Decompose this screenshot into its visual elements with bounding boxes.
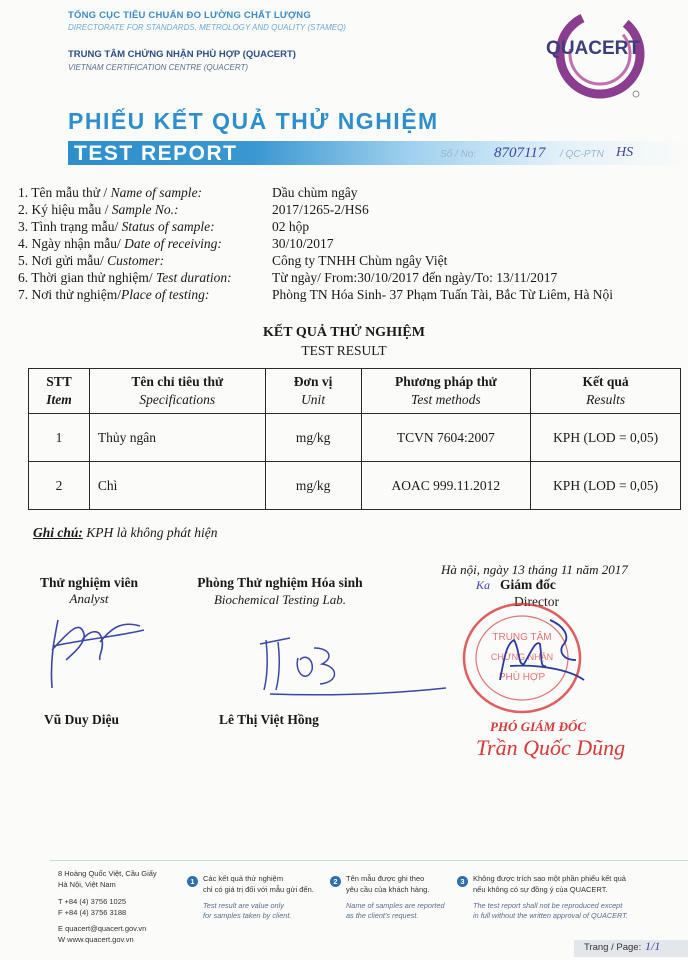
info-value: 30/10/2017 <box>272 236 334 251</box>
cell-method: AOAC 999.11.2012 <box>361 462 531 510</box>
info-value: 02 hộp <box>272 219 310 234</box>
email: E quacert@quacert.gov.vn <box>58 924 147 933</box>
lab-title: Phòng Thử nghiệm Hóa sinh <box>197 575 363 590</box>
report-number-value: 8707117 <box>494 145 546 161</box>
director-title: Giám đốc <box>500 577 556 592</box>
info-value: Công ty TNHH Chùm ngây Việt <box>272 253 448 268</box>
quacert-logo-text: QUACERT <box>546 38 640 59</box>
info-value: Từ ngày/ From:30/10/2017 đến ngày/To: 13/11/2017 <box>272 270 558 285</box>
footer-note: Tên mẫu được ghi theo yêu cầu của khách hàng. Name of samples are reported as the client's request. <box>346 874 445 920</box>
note-label: Ghi chú: <box>33 525 83 540</box>
info-label: 1. Tên mẫu thử / Name of sample: <box>18 185 203 200</box>
analyst-signature <box>40 600 150 695</box>
header-stt: STT Item <box>29 369 90 414</box>
analyst-subtitle: Analyst <box>69 591 109 606</box>
header-results: Kết quả Results <box>531 369 681 414</box>
info-label: 5. Nơi gửi mẫu/ Customer: <box>18 253 165 268</box>
footer-divider <box>50 860 688 861</box>
header-unit: Đơn vị Unit <box>265 369 361 414</box>
deputy-director-title: PHÓ GIÁM ĐỐC <box>490 719 587 734</box>
footer-note: Không được trích sao một phần phiếu kết quả nếu không có sự đồng ý của QUACERT. The test report shall not be reproduced except in full without the written approval of QUACERT. <box>473 874 628 920</box>
svg-text:TRUNG TÂM: TRUNG TÂM <box>492 632 552 643</box>
analyst-name: Vũ Duy Diệu <box>44 712 120 727</box>
svg-text:CHỨNG NHẬN: CHỨNG NHẬN <box>490 652 554 662</box>
report-title-vn: PHIẾU KẾT QUẢ THỬ NGHIỆM <box>68 108 439 134</box>
cell-stt: 2 <box>29 462 90 510</box>
info-value: Dầu chùm ngây <box>272 185 358 200</box>
centre-name-vn: TRUNG TÂM CHỨNG NHẬN PHÙ HỢP (QUACERT) <box>68 49 296 60</box>
deputy-director-name: Trần Quốc Dũng <box>476 735 626 760</box>
report-number-initials: HS <box>616 145 634 160</box>
note-text: KPH là không phát hiện <box>82 525 218 540</box>
report-number-label: Số / No: <box>440 149 477 160</box>
info-label: 3. Tình trạng mẫu/ Status of sample: <box>18 219 215 234</box>
centre-name-en: VIETNAM CERTIFICATION CENTRE (QUACERT) <box>68 63 249 72</box>
table-header-row <box>29 369 681 414</box>
cell-unit: mg/kg <box>265 414 361 462</box>
cell-result: KPH (LOD = 0,05) <box>531 414 681 462</box>
address-line: 8 Hoàng Quốc Việt, Cầu Giấy <box>58 869 157 878</box>
signing-date: Hà nội, ngày 13 tháng 11 năm 2017 <box>441 562 628 577</box>
cell-unit: mg/kg <box>265 462 361 510</box>
info-value: 2017/1265-2/HS6 <box>272 202 369 217</box>
footer-contact <box>58 868 157 945</box>
directorate-name-en: DIRECTORATE FOR STANDARDS, METROLOGY AND QUALITY (STAMEQ) <box>68 23 346 32</box>
directorate-name-vn: TỔNG CỤC TIÊU CHUẨN ĐO LƯỜNG CHẤT LƯỢNG <box>68 10 311 21</box>
header-specifications: Tên chỉ tiêu thử Specifications <box>89 369 265 414</box>
footer-note-number: 2 <box>330 876 341 887</box>
cell-spec: Thủy ngân <box>89 414 265 462</box>
info-label: 2. Ký hiệu mẫu / Sample No.: <box>18 202 179 217</box>
info-label: 7. Nơi thử nghiệm/Place of testing: <box>18 287 210 302</box>
cell-spec: Chì <box>89 462 265 510</box>
on-behalf-mark: Ka <box>476 578 491 592</box>
lab-subtitle: Biochemical Testing Lab. <box>213 592 347 607</box>
svg-text:PHÙ HỢP: PHÙ HỢP <box>498 672 546 683</box>
report-title-en: TEST REPORT <box>74 142 238 165</box>
info-value: Phòng TN Hóa Sinh- 37 Phạm Tuấn Tài, Bắc Từ Liêm, Hà Nội <box>272 287 614 302</box>
lab-signature <box>250 618 450 703</box>
cell-stt: 1 <box>29 414 90 462</box>
page-value: 1/1 <box>645 939 661 953</box>
cell-result: KPH (LOD = 0,05) <box>531 462 681 510</box>
footer-note-number: 3 <box>457 876 468 887</box>
cell-method: TCVN 7604:2007 <box>361 414 531 462</box>
footer-note: Các kết quả thử nghiệm chỉ có giá trị đối với mẫu gửi đến. Test result are value only for samples taken by client. <box>203 874 314 920</box>
footer-note-number: 1 <box>187 876 198 887</box>
info-label: 6. Thời gian thử nghiệm/ Test duration: <box>18 270 232 285</box>
results-heading-en: TEST RESULT <box>301 343 387 358</box>
analyst-title: Thử nghiệm viên <box>39 575 139 590</box>
lab-head-name: Lê Thị Việt Hồng <box>219 712 319 727</box>
phone: T +84 (4) 3756 1025 <box>58 897 127 906</box>
table-row <box>29 414 681 462</box>
results-heading-vn: KẾT QUẢ THỬ NGHIỆM <box>263 325 425 340</box>
director-subtitle: Director <box>514 594 559 609</box>
fax: F +84 (4) 3756 3188 <box>58 908 127 917</box>
info-label: 4. Ngày nhận mẫu/ Date of receiving: <box>18 236 222 251</box>
page-label: Trang / Page: <box>584 942 642 953</box>
address-line: Hà Nội, Việt Nam <box>58 880 116 889</box>
report-number-suffix: / QC-PTN <box>560 149 604 160</box>
website: W www.quacert.gov.vn <box>58 935 134 944</box>
note <box>33 525 218 541</box>
header-methods: Phương pháp thử Test methods <box>361 369 531 414</box>
table-row <box>29 462 681 510</box>
director-signature <box>480 610 590 685</box>
results-table <box>28 368 681 510</box>
